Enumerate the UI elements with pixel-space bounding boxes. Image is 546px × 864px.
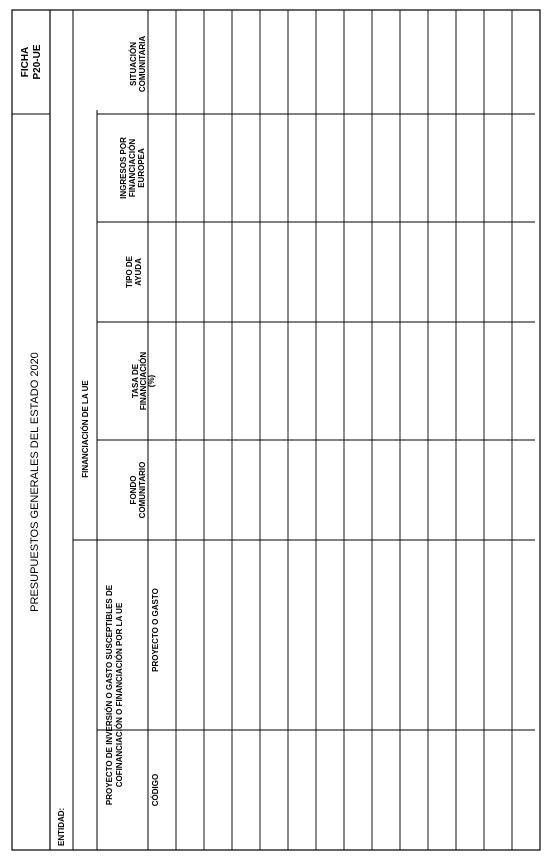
col-header-situacion-line2: COMUNITARIA	[138, 35, 147, 93]
col-header-fondo-line1: FONDO	[129, 475, 138, 505]
col-header-tasa-line1: TASA DE	[131, 363, 140, 399]
table-row-separators	[176, 10, 512, 850]
form-title: PRESUPUESTOS GENERALES DEL ESTADO 2020	[29, 352, 41, 612]
col-header-situacion-line1: SITUACIÓN	[129, 42, 138, 86]
proyecto-group-header-line2: COFINANCIACIÓN O FINANCIACIÓN POR LA UE	[115, 602, 124, 788]
col-header-codigo: CÓDIGO	[151, 773, 160, 807]
col-header-tasa-line3: (%)	[147, 374, 156, 388]
col-header-tasa-line2: FINANCIACIÓN	[139, 351, 148, 411]
col-header-ingresos-line2: FINANCIACIÓN	[128, 138, 137, 198]
ficha-label: FICHA	[20, 46, 31, 78]
col-header-proyecto: PROYECTO O GASTO	[151, 588, 160, 672]
outer-frame	[12, 10, 540, 850]
financiacion-group-header: FINANCIACIÓN DE LA UE	[81, 380, 90, 478]
ficha-code: P20-UE	[32, 44, 43, 80]
col-header-tipo-line2: AYUDA	[134, 258, 143, 286]
col-header-fondo-line2: COMUNITARIO	[138, 461, 147, 519]
col-header-ingresos-line3: EUROPEA	[137, 148, 146, 188]
entidad-label: ENTIDAD:	[57, 807, 66, 846]
proyecto-group-header-line1: PROYECTO DE INVERSIÓN O GASTO SUSCEPTIBLES DE	[105, 584, 114, 806]
col-header-tipo-line1: TIPO DE	[125, 255, 134, 289]
col-header-ingresos-line1: INGRESOS POR	[119, 137, 128, 199]
